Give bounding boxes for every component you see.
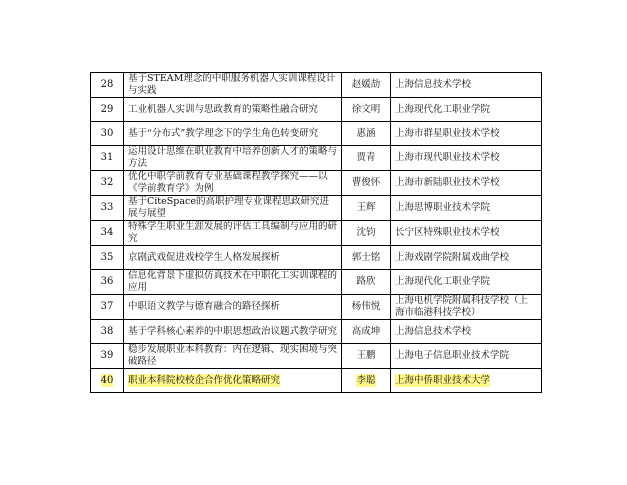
author-name: 路欣 [356,276,376,287]
row-number-cell [91,320,124,344]
project-title: 中职语文教学与德育融合的路径探析 [128,301,281,312]
author-name: 王辉 [356,202,376,213]
row-number: 37 [100,301,114,312]
project-title-cell [124,369,342,393]
row-number: 34 [100,227,114,238]
table-row [91,171,542,196]
author-name-cell [342,196,391,221]
school-name: 上海电机学院附属科技学校（上海市临港科技学校） [395,295,529,318]
row-number: 30 [100,127,114,139]
row-number: 36 [100,276,114,287]
table-row [91,344,542,369]
row-number-cell [91,295,124,320]
school-name-cell [391,73,542,98]
row-number: 28 [100,79,114,90]
project-title-cell [124,196,342,221]
school-name: 上海戏剧学院附属戏曲学校 [395,251,510,263]
table-row [91,320,542,344]
table-row [91,270,542,295]
author-name-cell [342,122,391,146]
row-number-cell [91,196,124,221]
table-row [91,98,542,122]
author-name: 沈钧 [356,227,376,238]
school-name-cell [391,171,542,196]
row-number-cell [91,73,124,98]
author-name: 赵媛劼 [351,79,381,90]
author-name: 贾青 [356,152,376,163]
school-name-cell [391,344,542,369]
project-title-cell [124,320,342,344]
author-name-cell [342,344,391,369]
school-name: 长宁区特殊职业技术学校 [395,227,500,238]
project-title: 特殊学生职业生涯发展的评估工具编制与应用的研究 [128,221,338,244]
project-title: 稳步发展职业本科教育：内在逻辑、现实困境与突破路径 [128,344,338,367]
project-title: 基于STEAM理念的中职服务机器人实训课程设计与实践 [128,73,336,96]
author-name-cell [342,270,391,295]
projects-table [90,72,542,393]
row-number-cell [91,98,124,122]
row-number-cell [91,122,124,146]
author-name: 杨伟悦 [351,301,381,312]
school-name: 上海信息技术学校 [395,325,472,337]
table-row [91,73,542,98]
author-name-cell [342,295,391,320]
row-number-cell [91,369,124,393]
school-name-cell [391,369,542,393]
row-number: 29 [100,103,114,115]
row-number: 38 [100,325,114,337]
row-number-cell [91,221,124,246]
school-name: 上海现代化工职业学院 [395,276,491,287]
project-title: 职业本科院校校企合作优化策略研究 [128,374,281,386]
school-name: 上海现代化工职业学院 [395,103,491,115]
table-row [91,295,542,320]
author-name: 高成坤 [351,325,381,337]
school-name-cell [391,320,542,344]
project-title: 信息化背景下虚拟仿真技术在中职化工实训课程的应用 [128,270,338,293]
school-name: 上海市现代职业技术学校 [395,152,500,163]
table-row [91,369,542,393]
school-name: 上海电子信息职业技术学院 [395,350,510,361]
project-title: 优化中职学前教育专业基础课程教学探究——以《学前教育学》为例 [128,171,328,194]
author-name-cell [342,73,391,98]
project-title-cell [124,344,342,369]
author-name-cell [342,146,391,171]
school-name-cell [391,246,542,270]
school-name: 上海市群星职业技术学校 [395,127,500,139]
row-number-cell [91,146,124,171]
author-name: 徐文明 [351,103,381,115]
row-number: 31 [100,152,114,163]
row-number-cell [91,246,124,270]
project-title: 京剧武戏促进戏校学生人格发展探析 [128,251,281,263]
table-row [91,146,542,171]
row-number-cell [91,344,124,369]
author-name-cell [342,369,391,393]
author-name: 李聪 [356,374,376,386]
row-number: 39 [100,350,114,361]
author-name-cell [342,171,391,196]
table-body [91,73,542,393]
table-row [91,122,542,146]
author-name: 惠涵 [356,127,376,139]
table-row [91,221,542,246]
project-title-cell [124,98,342,122]
school-name-cell [391,221,542,246]
school-name: 上海中侨职业技术大学 [395,374,491,386]
project-title-cell [124,221,342,246]
author-name: 曹俊怀 [351,177,381,188]
school-name-cell [391,122,542,146]
project-title-cell [124,73,342,98]
project-title: 工业机器人实训与思政教育的策略性融合研究 [128,103,319,115]
table-row [91,246,542,270]
school-name-cell [391,295,542,320]
row-number: 32 [100,177,114,188]
project-title-cell [124,171,342,196]
author-name-cell [342,246,391,270]
author-name: 王鹏 [356,350,376,361]
school-name-cell [391,146,542,171]
school-name-cell [391,196,542,221]
project-title: 运用设计思维在职业教育中培养创新人才的策略与方法 [128,146,338,169]
project-title: 基于CiteSpace的高职护理专业课程思政研究进展与展望 [128,196,329,219]
author-name-cell [342,221,391,246]
row-number: 33 [100,202,114,213]
author-name: 郭士铭 [351,251,381,263]
school-name: 上海市新陆职业技术学校 [395,177,500,188]
author-name-cell [342,98,391,122]
school-name-cell [391,270,542,295]
project-title-cell [124,122,342,146]
row-number: 40 [100,374,114,386]
school-name-cell [391,98,542,122]
school-name: 上海信息技术学校 [395,79,472,90]
project-title: 基于学科核心素养的中职思想政治议题式教学研究 [128,325,338,337]
table-row [91,196,542,221]
row-number: 35 [100,251,114,263]
project-title-cell [124,295,342,320]
project-title: 基于“分布式”教学理念下的学生角色转变研究 [128,127,319,139]
project-title-cell [124,270,342,295]
row-number-cell [91,270,124,295]
project-title-cell [124,146,342,171]
project-title-cell [124,246,342,270]
school-name: 上海思博职业技术学院 [395,202,491,213]
row-number-cell [91,171,124,196]
author-name-cell [342,320,391,344]
